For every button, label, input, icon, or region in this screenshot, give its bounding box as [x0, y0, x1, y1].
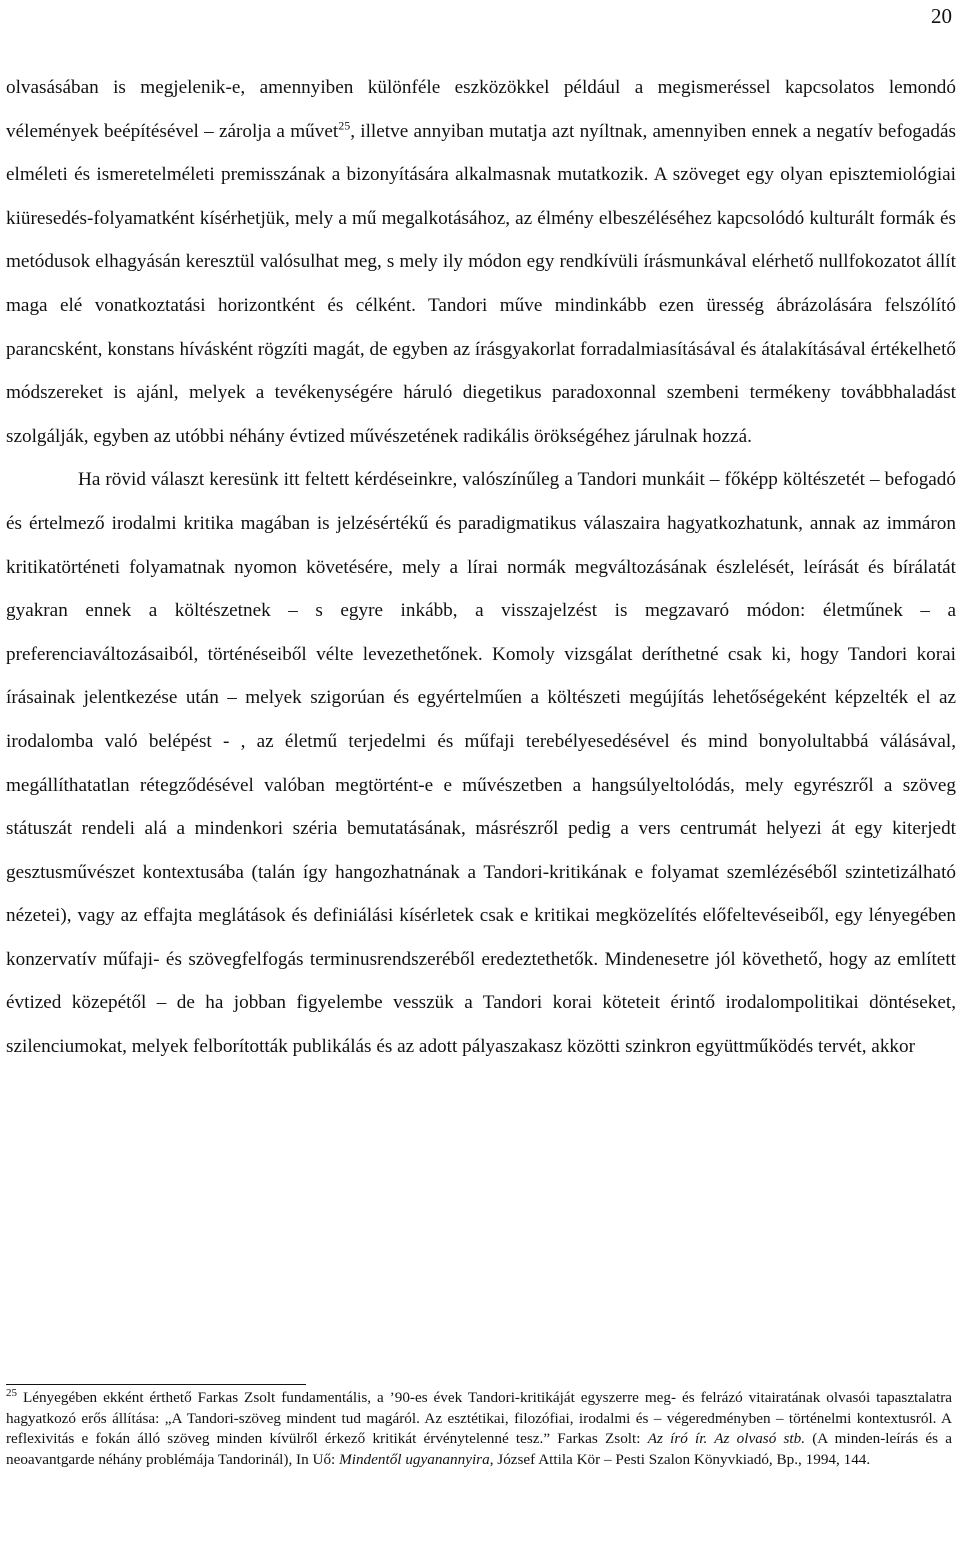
page-number: 20	[931, 4, 952, 28]
paragraph-1-text-after-ref: , illetve annyiban mutatja azt nyíltnak, amennyiben ennek a negatív befogadás elméleti és ismeretelméleti premisszának a bizonyítására alkalmasnak mutatkozik. A szöveget egy olyan episztemiológiai kiüresedés-folyamatként kísérhetjük, mely a mű megalkotásához, az élmény elbeszéléséhez kapcsolódó kulturált formák és metódusok elhagyásán keresztül valósulhat meg, s mely ily módon egy rendkívüli írásmunkával elérhető nullfokozatot állít maga elé vonatkoztatási horizontként és célként. Tandori műve mindinkább ezen üresség ábrázolására felszólító parancsként, konstans hívásként rögzíti magát, de egyben az írásgyakorlat forradalmiasításával és átalakításával értékelhető módszereket is ajánl, melyek a tevékenységére háruló diegetikus paradoxonnal szembeni termékeny továbbhaladást szolgálják, egyben az utóbbi néhány évtized művészetének radikális örökségéhez járulnak hozzá.	[6, 120, 956, 447]
footnote-title-2: Mindentől ugyanannyira	[339, 1450, 490, 1468]
paragraph-1	[6, 66, 956, 458]
footnote-title-1: Az író ír. Az olvasó stb.	[647, 1430, 806, 1448]
body-text	[6, 66, 956, 1069]
footnote-text-2: (A minden-leírás és a neoavantgarde néhány problémája Tandorinál), In Uő:	[6, 1430, 952, 1468]
footnote	[6, 1388, 952, 1470]
footnote-text-1: Lényegében ekként érthető Farkas Zsolt fundamentális, a ’90-es évek Tandori-kritikáját egyszerre meg- és felrázó vitairatának olvasói tapasztalatra hagyatkozó erős állítása: „A Tandori-szöveg mindent tud magáról. Az esztétikai, filozófiai, irodalmi és – végeredményben – történelmi kontextusról. A reflexivitás e fokán álló szöveg minden kívülről érkező kritikát érvénytelenné tesz.” Farkas Zsolt:	[6, 1389, 952, 1448]
footnote-number: 25	[6, 1386, 17, 1399]
paragraph-1-text-before-ref: olvasásában is megjelenik-e, amennyiben különféle eszközökkel például a megismeréssel kapcsolatos lemondó vélemények beépítésével – zárolja a művet	[6, 77, 956, 142]
footnote-divider	[6, 1384, 306, 1385]
footnote-text-3: , József Attila Kör – Pesti Szalon Könyvkiadó, Bp., 1994, 144.	[489, 1450, 871, 1468]
footnote-reference[interactable]: 25	[338, 118, 351, 133]
paragraph-2: Ha rövid választ keresünk itt feltett kérdéseinkre, valószínűleg a Tandori munkáit – főképp költészetét – befogadó és értelmező irodalmi kritika magában is jelzésértékű és paradigmatikus válaszaira hagyatkozhatunk, annak az immáron kritikatörténeti folyamatnak nyomon követésére, mely a lírai normák megváltozásának észlelését, leírását és bírálatát gyakran ennek a költészetnek – s egyre inkább, a visszajelzést is megzavaró módon: életműnek – a preferenciaváltozásaiból, történéseiből vélte levezethetőnek. Komoly vizsgálat deríthetné csak ki, hogy Tandori korai írásainak jelentkezése után – melyek szigorúan és egyértelműen a költészeti megújítás lehetőségeként képzelték el az irodalomba való belépést - , az életmű terjedelmi és műfaji terebélyesedésével és mind bonyolultabbá válásával, megállíthatatlan rétegződésével valóban megtörtént-e e művészetben a hangsúlyeltolódás, mely egyrészről a szöveg státuszát rendeli alá a mindenkori széria bemutatásának, másrészről pedig a vers centrumát helyezi át egy kiterjedt gesztusművészet kontextusába (talán így hangozhatnának a Tandori-kritikának e folyamat szemlézéséből szintetizálható nézetei), vagy az effajta meglátások és definiálási kísérletek csak e kritikai megközelítés előfeltevéseiből, egy lényegében konzervatív műfaji- és szövegfelfogás terminusrendszeréből eredeztethetők. Mindenesetre jól követhető, hogy az említett évtized közepétől – de ha jobban figyelembe vesszük a Tandori korai köteteit érintő irodalompolitikai döntéseket, szilenciumokat, melyek felborították publikálás és az adott pályaszakasz közötti szinkron együttműködés tervét, akkor	[6, 469, 956, 1058]
